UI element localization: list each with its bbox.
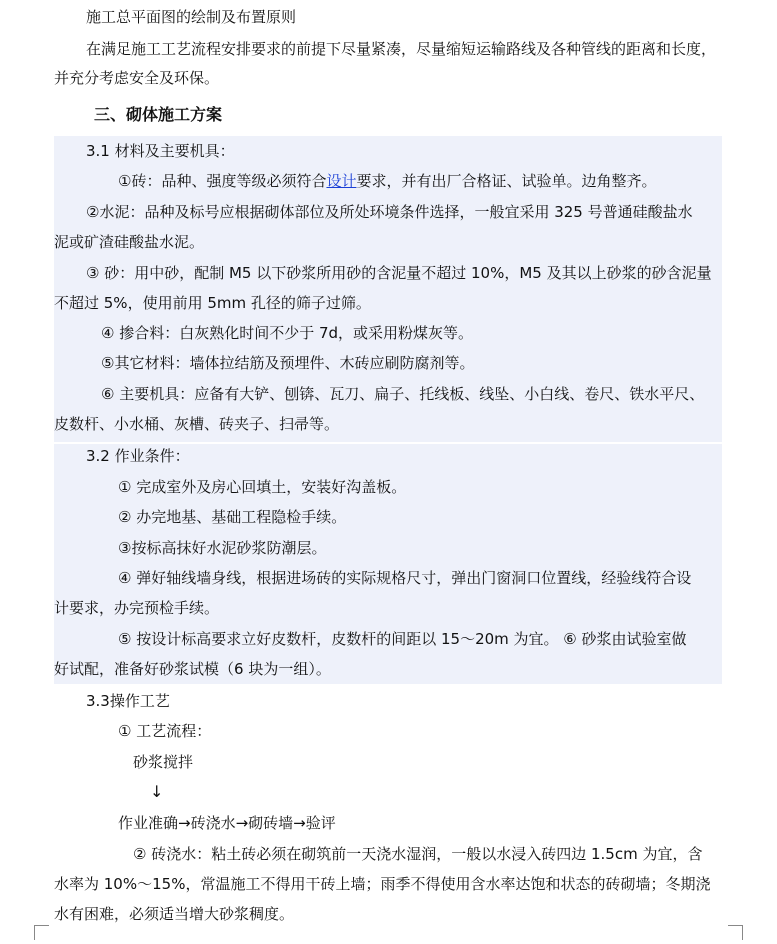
materials-item-3-line-2: 不超过 5%，使用前用 5mm 孔径的筛子过筛。 (54, 294, 371, 312)
process-flow-title: ① 工艺流程： (118, 722, 212, 740)
materials-item-4: ④ 掺合料：白灰熟化时间不少于 7d，或采用粉煤灰等。 (101, 324, 474, 342)
intro-paragraph-line-1: 在满足施工工艺流程安排要求的前提下尽量紧凑，尽量缩短运输路线及各种管线的距离和长度， (86, 40, 717, 58)
design-link[interactable]: 设计 (326, 172, 357, 190)
materials-item-3-line-1: ③ 砂：用中砂，配制 M5 以下砂浆所用砂的含泥量不超过 10%，M5 及其以上砂浆的砂含泥量 (86, 264, 712, 282)
conditions-item-5-line-1: ⑤ 按设计标高要求立好皮数杆，皮数杆的间距以 15～20m 为宜。 ⑥ 砂浆由试验室做 (118, 630, 687, 648)
conditions-item-2: ② 办完地基、基础工程隐检手续。 (118, 508, 347, 526)
conditions-item-4-line-1: ④ 弹好轴线墙身线，根据进场砖的实际规格尺寸，弹出门窗洞口位置线，经验线符合设 (118, 569, 692, 587)
materials-item-5: ⑤其它材料：墙体拉结筋及预埋件、木砖应刷防腐剂等。 (101, 354, 475, 372)
page-corner-mark-right (728, 925, 743, 940)
materials-item-6-line-1: ⑥ 主要机具：应备有大铲、刨锛、瓦刀、扁子、托线板、线坠、小白线、卷尺、铁水平尺、 (101, 385, 705, 403)
conditions-item-5-line-2: 好试配，准备好砂浆试模（6 块为一组）。 (54, 660, 331, 678)
materials-item-2-line-2: 泥或矿渣硅酸盐水泥。 (54, 233, 205, 251)
subsection-title-3-2: 3.2 作业条件： (86, 447, 190, 465)
materials-item-1-pre: ①砖：品种、强度等级必须符合 (118, 172, 327, 190)
subsection-title-3-1: 3.1 材料及主要机具： (86, 142, 235, 160)
subsection-title-3-3: 3.3操作工艺 (86, 692, 170, 710)
brick-watering-line-1: ② 砖浇水：粘土砖必须在砌筑前一天浇水湿润，一般以水浸入砖四边 1.5cm 为宜，含 (133, 845, 703, 863)
conditions-item-3: ③按标高抹好水泥砂浆防潮层。 (118, 539, 327, 557)
intro-paragraph-line-2: 并充分考虑安全及环保。 (54, 69, 220, 87)
section-heading: 三、砌体施工方案 (94, 105, 223, 124)
intro-title: 施工总平面图的绘制及布置原则 (86, 8, 297, 26)
materials-item-6-line-2: 皮数杆、小水桶、灰槽、砖夹子、扫帚等。 (54, 415, 340, 433)
process-flow-sequence: 作业准确→砖浇水→砌砖墙→验评 (118, 814, 336, 832)
down-arrow-icon: ↓ (150, 782, 164, 801)
materials-item-1 (118, 171, 656, 191)
materials-item-1-post: 要求，并有出厂合格证、试验单。边角整齐。 (356, 172, 657, 190)
materials-item-2-line-1: ②水泥：品种及标号应根据砌体部位及所处环境条件选择，一般宜采用 325 号普通硅酸盐水 (86, 203, 693, 221)
brick-watering-line-3: 水有困难，必须适当增大砂浆稠度。 (54, 905, 295, 923)
conditions-item-4-line-2: 计要求，办完预检手续。 (54, 599, 220, 617)
process-flow-step-1: 砂浆搅拌 (133, 753, 194, 771)
page-corner-mark-left (34, 925, 49, 940)
brick-watering-line-2: 水率为 10%～15%，常温施工不得用干砖上墙；雨季不得使用含水率达饱和状态的砖砌墙；冬期浇 (54, 875, 711, 893)
conditions-item-1: ① 完成室外及房心回填土，安装好沟盖板。 (118, 478, 407, 496)
